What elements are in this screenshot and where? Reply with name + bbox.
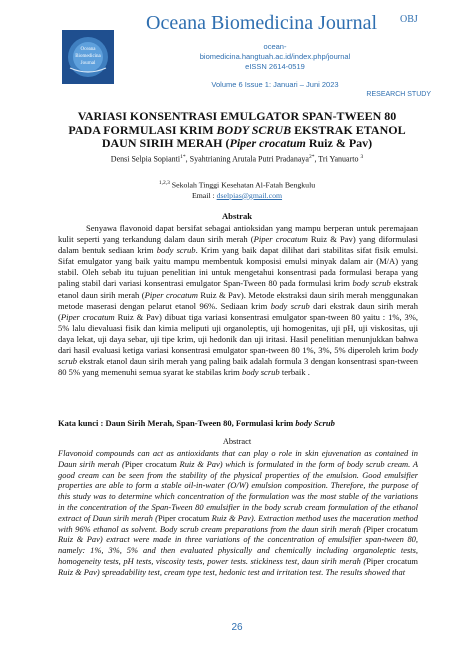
author-list: Densi Selpia Sopianti$^{1*}$, Syahtrianing Arutala Putri Pradanaya$^{2*}$, Tri Yanuarto $^3$ bbox=[110, 154, 364, 164]
abstract-heading: Abstract bbox=[222, 437, 252, 446]
page-number: 26 bbox=[231, 622, 243, 633]
keywords: Kata kunci : Daun Sirih Merah, Span-Tween 80, Formulasi krim body Scrub bbox=[58, 418, 335, 428]
journal-title: Oceana Biomedicina Journal bbox=[146, 12, 378, 34]
journal-logo bbox=[62, 30, 114, 84]
title-line-1: VARIASI KONSENTRASI EMULGATOR SPAN-TWEEN 80 bbox=[77, 109, 397, 123]
journal-issn: eISSN 2614-0519 bbox=[245, 62, 305, 71]
paper-title bbox=[40, 110, 434, 151]
logo-text-2: Biomedicina bbox=[75, 54, 101, 59]
journal-volume: Volume 6 Issue 1: Januari – Juni 2023 bbox=[211, 80, 339, 89]
journal-url-line2[interactable]: biomedicina.hangtuah.ac.id/index.php/journal bbox=[199, 52, 351, 61]
research-study-tag: RESEARCH STUDY bbox=[366, 91, 431, 98]
affiliation: $^{1,2,3}$ Sekolah Tinggi Kesehatan Al-Fatah Bengkulu Email : dselpias@gmail.com bbox=[158, 180, 316, 200]
abstract-body: Flavonoid compounds can act as antioxidants that can play o role in skin ejuvenation as contained in Daun sirih merah (Piper crocatum Ruiz & Pav) which is formulated in the form of body scrub cream. A good cream can be seen from the stability of the physical properties of the emulsion. Good emulsifier properties are able to form a stable oil-in-water (O/W) emulsion composition. Therefore, the purpose of this study was to determine which concentration of the formulation was the most stable of the variations in the concentration of the Span-Tween 80 emulsifier in the body scrub cream formulation of the ethanol extract of Daun sirih merah (Piper crocatum Ruiz & Pav). Extraction method uses the maceration method with 96% ethanol as solvent. Body scrub cream preparations from the daun sirih merah (Piper crocatum Ruiz & Pav) extract were made in three variations of the concentration of emulsifier span-tween 80, namely: 1%, 3%, 5% and then evaluated physically and chemically including organoleptic tests, homogeneity tests, pH tests, viscosity tests, power tests. stickiness test, daun sirih merah (Piper crocatum Ruiz & Pav) spreadability test, cream type test, hedonic test and irritation test. The results showed that bbox=[58, 448, 418, 577]
logo-text-1: Oceana bbox=[80, 47, 96, 52]
title-line-2: PADA FORMULASI KRIM BODY SCRUB EKSTRAK ETANOL bbox=[68, 122, 406, 137]
abstrak-body: Senyawa flavonoid dapat bersifat sebagai antioksidan yang mampu berperan untuk peremajaan kulit seperti yang terkandung dalam daun sirih merah (Piper crocatum Ruiz & Pav) yang diformulasi dalam bentuk sediaan krim body scrub. Krim yang baik dapat dilihat dari stabilitas sifat fisik emulsi. Sifat emulgator yang baik yaitu mampu membentuk komposisi emulsi minyak dalam air (M/A) yang stabil. Oleh sebab itu tujuan penelitian ini untuk mengetahui konsentrasi pada formulasi berapa yang paling stabil dari variasi konsentrasi emulgator Span-Tween 80 pada formulasi krim body scrub ekstrak etanol daun sirih merah (Piper crocatum Ruiz & Pav). Metode ekstraksi daun sirih merah menggunakan metode maserasi dengan pelarut etanol 96%. Sediaan krim body scrub dari ekstrak daun sirih merah (Piper crocatum Ruiz & Pav) dibuat tiga variasi konsentrasi emulgator span-tween 80 yaitu : 1%, 3%, 5% lalu dievaluasi fisik dan kimia meliputi uji organoleptis, uji homogenitas, uji pH, uji viskositas, uji daya lekat, uji daya sebar, uji tipe krim, uji hedonik dan uji iritasi. Hasil penelitian menunjukkan bahwa dari hasil evaluasi ketiga variasi konsentrasi emulgator span-tween 80 1%, 3%, 5% diperoleh krim body scrub ekstrak etanol daun sirih merah yang paling baik adalah formula 3 dengan konsentrasi span-tween 80 5% yang memenuhi semua syarat ke stabilas krim body scrub terbaik . bbox=[58, 223, 419, 378]
email-link[interactable]: dselpias@gmail.com bbox=[216, 190, 283, 200]
logo-text-3: Journal bbox=[80, 61, 96, 66]
abstrak-heading: Abstrak bbox=[221, 211, 253, 221]
journal-url-line1[interactable]: ocean- bbox=[263, 42, 287, 51]
title-line-3: DAUN SIRIH MERAH (Piper crocatum Ruiz & Pav) bbox=[101, 136, 373, 150]
journal-abbrev: OBJ bbox=[400, 14, 418, 25]
